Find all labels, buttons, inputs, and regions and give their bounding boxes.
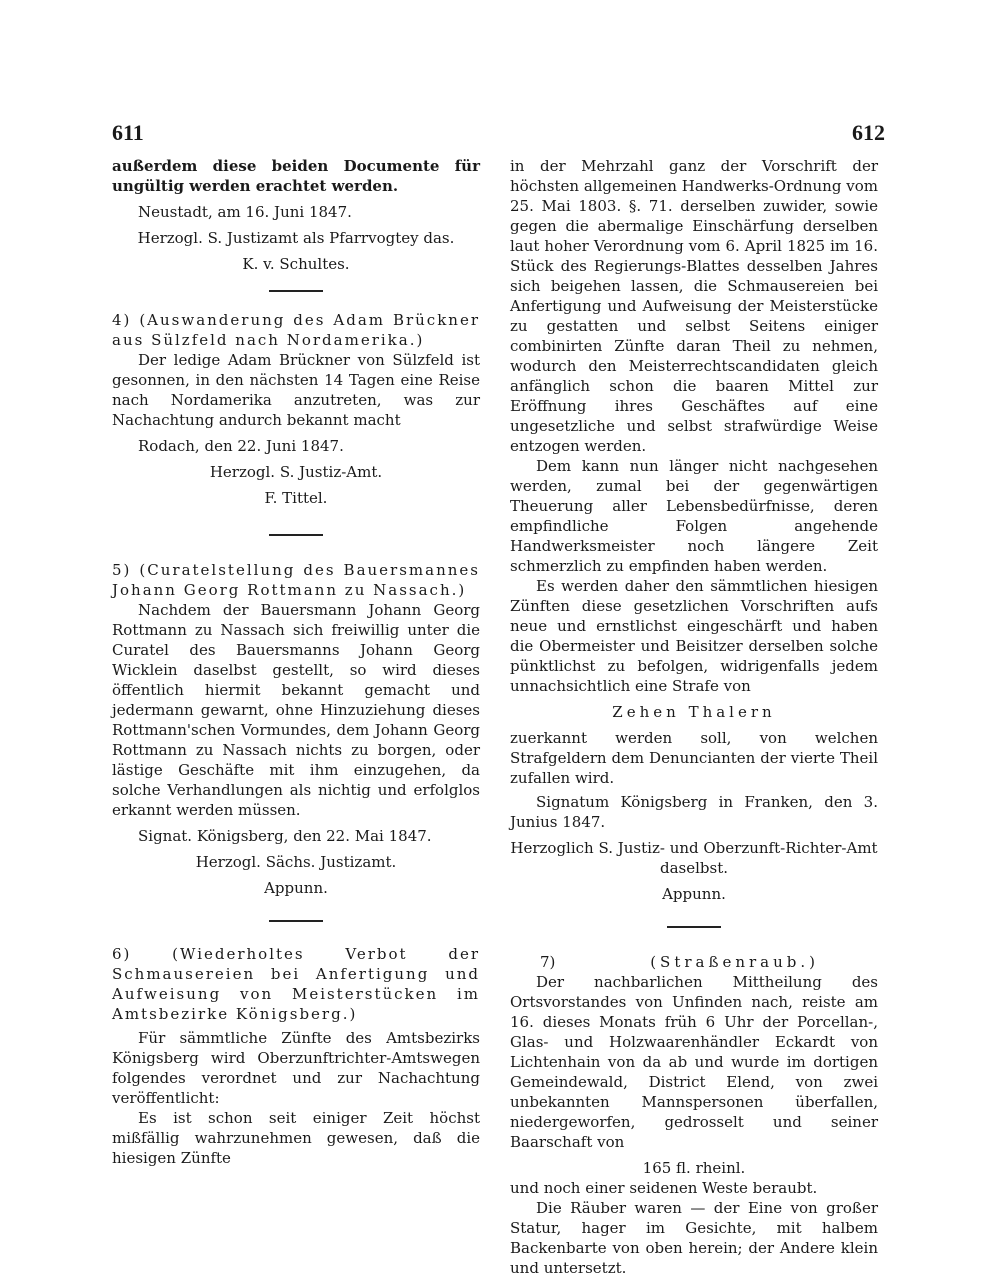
section-body: Für sämmtliche Zünfte des Amtsbezirks Königsberg wird Oberzunftrichter-Amtswegen folgendes verordnet und zur Nachachtung veröffentlicht: [112, 1029, 480, 1107]
section-heading: 5) (Curatelstellung des Bauersmannes Johann Georg Rottmann zu Nassach.) [112, 561, 480, 599]
section-body: Die Räuber waren — der Eine von großer Statur, hager im Gesichte, mit halbem Backenbarte von oben herein; der Andere klein und untersetzt. [510, 1199, 878, 1277]
section-body: Es ist schon seit einiger Zeit höchst mißfällig wahrzunehmen gewesen, daß die hiesigen Zünfte [112, 1109, 480, 1167]
place-date: Signat. Königsberg, den 22. Mai 1847. [138, 827, 432, 845]
signature: K. v. Schultes. [242, 255, 350, 273]
continuation-text: außerdem diese beiden Documente für ungültig werden erachtet werden. [112, 157, 480, 195]
page-number-right: 612 [852, 120, 885, 145]
section-body: Der nachbarlichen Mittheilung des Ortsvorstandes von Unfinden nach, reiste am 16. dieses Monats früh 6 Uhr der Porcellan-, Glas- und Holzwaarenhändler Eckardt von Lichtenhain von da ab und wurde im dortigen Gemeindewald, District Elend, von zwei unbekannten Mannspersonen überfallen, niedergeworfen, gedrosselt und seiner Baarschaft von [510, 973, 878, 1151]
section-body: in der Mehrzahl ganz der Vorschrift der höchsten allgemeinen Handwerks-Ordnung vom 25. Mai 1803. §. 71. derselben zuwider, sowie gegen die abermalige Einschärfung derselben laut hoher Verordnung vom 6. April 1825 im 16. Stück des Regierungs-Blattes desselben Jahres sich beigehen lassen, die Schmausereien bei Anfertigung und Aufweisung der Meisterstücke zu gestatten und selbst Seitens einiger combinirten Zünfte daran Theil zu nehmen, wodurch den Meisterrechtscandidaten gleich anfänglich schon die baaren Mittel zur Eröffnung ihres Geschäftes auf eine ungesetzliche und selbst strafwürdige Weise entzogen werden. [510, 157, 878, 455]
section-number-label: 7) [540, 953, 556, 971]
signature: Appunn. [264, 879, 328, 897]
place-date: Rodach, den 22. Juni 1847. [138, 437, 344, 455]
page-number-left: 611 [112, 120, 144, 145]
place-date: Signatum Königsberg in Franken, den 3. Junius 1847. [510, 793, 878, 831]
authority: Herzoglich S. Justiz- und Oberzunft-Richter-Amt daselbst. [510, 839, 878, 877]
section-body: und noch einer seidenen Weste beraubt. [510, 1179, 818, 1197]
section-body: Nachdem der Bauersmann Johann Georg Rottmann zu Nassach sich freiwillig unter die Curatel des Bauersmanns Johann Georg Wicklein daselbst gestellt, so wird dieses öffentlich hiermit bekannt gemacht und jedermann gewarnt, ohne Hinzuziehung dieses Rottmann'schen Vormundes, dem Johann Georg Rottmann zu Nassach nichts zu borgen, oder lästige Geschäfte mit ihm einzugehen, da solche Verhandlungen als nichtig und erfolglos erkannt werden müssen. [112, 601, 480, 819]
section-body: Der ledige Adam Brückner von Sülzfeld ist gesonnen, in den nächsten 14 Tagen eine Reise nach Nordamerika anzutreten, was zur Nachachtung andurch bekannt macht [112, 351, 480, 429]
section-heading: 4) (Auswanderung des Adam Brückner aus Sülzfeld nach Nordamerika.) [112, 311, 480, 349]
divider [269, 534, 323, 536]
amount: 165 fl. rheinl. [642, 1159, 746, 1177]
section-title: (Straßenraub.) [650, 953, 820, 971]
divider [269, 920, 323, 922]
section-body: Dem kann nun länger nicht nachgesehen werden, zumal bei der gegenwärtigen Theuerung aller Lebensbedürfnisse, deren empfindliche Folgen angehende Handwerksmeister noch längere Zeit schmerzlich zu empfinden haben werden. [510, 457, 878, 575]
signature: F. Tittel. [264, 489, 328, 507]
right-column [510, 156, 878, 1278]
signature: Appunn. [662, 885, 726, 903]
divider [667, 926, 721, 928]
authority: Herzogl. Sächs. Justizamt. [195, 853, 397, 871]
fine-amount: Zehen Thalern [612, 703, 776, 721]
section-number [510, 952, 878, 972]
authority: Herzogl. S. Justiz-Amt. [209, 463, 383, 481]
authority: Herzogl. S. Justizamt als Pfarrvogtey das. [137, 229, 455, 247]
divider [269, 290, 323, 292]
section-body: Es werden daher den sämmtlichen hiesigen Zünften diese gesetzlichen Vorschriften aufs neue und ernstlichst eingeschärft und haben die Obermeister und Beisitzer derselben solche pünktlichst zu befolgen, widrigenfalls jedem unnachsichtlich eine Strafe von [510, 577, 878, 695]
section-body: zuerkannt werden soll, von welchen Strafgeldern dem Denuncianten der vierte Theil zufallen wird. [510, 729, 878, 787]
left-column [112, 156, 480, 1168]
section-heading: 6) (Wiederholtes Verbot der Schmausereien bei Anfertigung und Aufweisung von Meisterstücken im Amtsbezirke Königsberg.) [112, 945, 480, 1023]
place-date: Neustadt, am 16. Juni 1847. [138, 203, 352, 221]
